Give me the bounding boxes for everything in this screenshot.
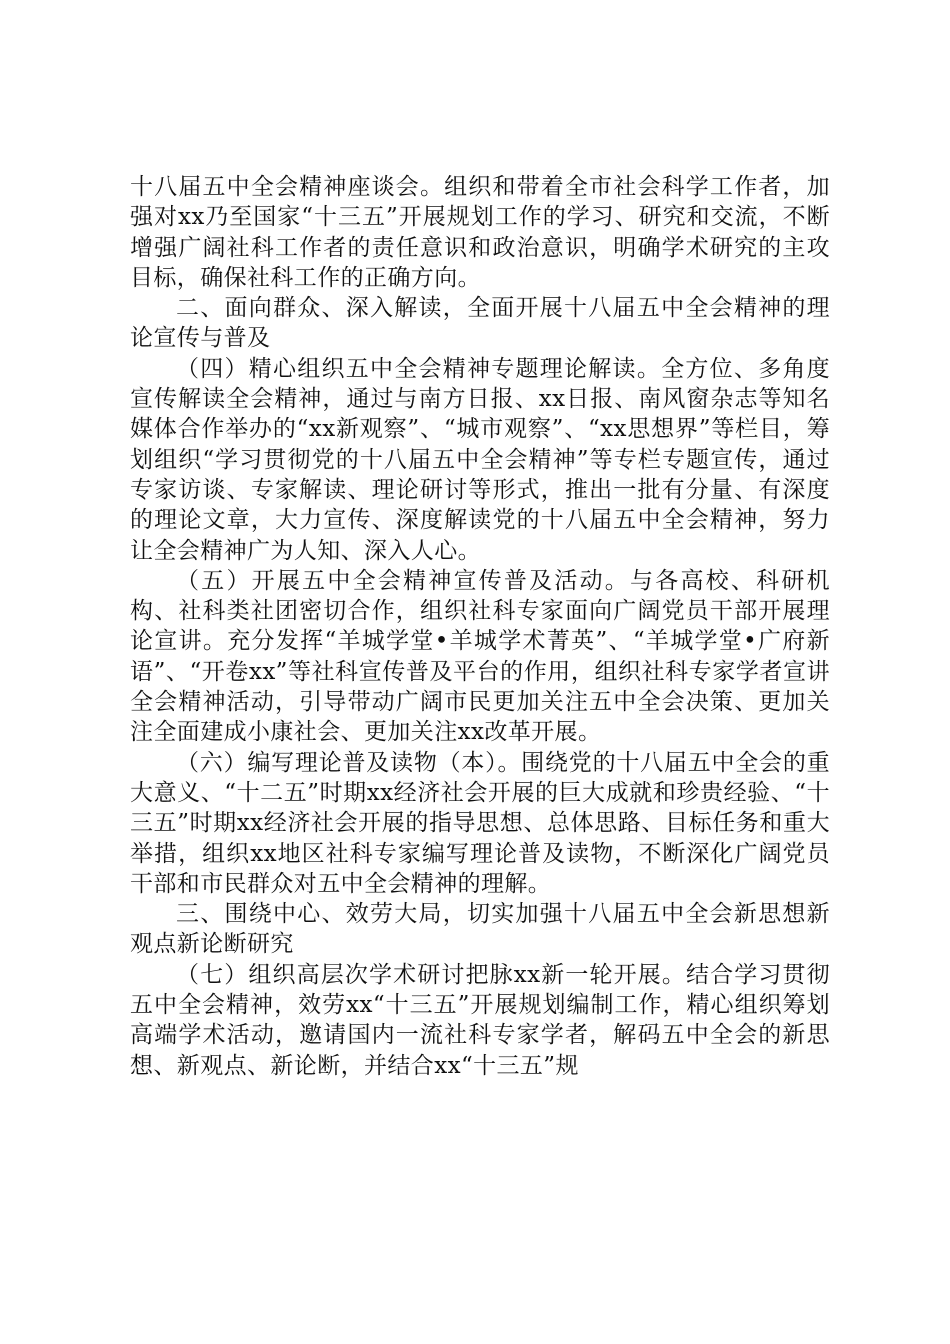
paragraph-continuation: 十八届五中全会精神座谈会。组织和带着全市社会科学工作者，加强对xx乃至国家“十三五”开展规划工作的学习、研究和交流，不断增强广阔社科工作者的责任意识和政治意识，明确学术研究的主攻目标，确保社科工作的正确方向。 <box>130 174 830 291</box>
section-heading-3: 三、围绕中心、效劳大局，切实加强十八届五中全会新思想新观点新论断研究 <box>130 901 830 958</box>
document-body <box>130 172 830 1081</box>
section-heading-2: 二、面向群众、深入解读，全面开展十八届五中全会精神的理论宣传与普及 <box>130 295 830 352</box>
paragraph-item-4: （四）精心组织五中全会精神专题理论解读。全方位、多角度宣传解读全会精神，通过与南方日报、xx日报、南风窗杂志等知名媒体合作举办的“xx新观察”、“城市观察”、“xx思想界”等栏目，筹划组织“学习贯彻党的十八届五中全会精神”等专栏专题宣传，通过专家访谈、专家解读、理论研讨等形式，推出一批有分量、有深度的理论文章，大力宣传、深度解读党的十八届五中全会精神，努力让全会精神广为人知、深入人心。 <box>130 355 830 564</box>
paragraph-item-6: （六）编写理论普及读物（本）。围绕党的十八届五中全会的重大意义、“十二五”时期xx经济社会开展的巨大成就和珍贵经验、“十三五”时期xx经济社会开展的指导思想、总体思路、目标任务和重大举措，组织xx地区社科专家编写理论普及读物，不断深化广阔党员干部和市民群众对五中全会精神的理解。 <box>130 749 830 897</box>
paragraph-item-7: （七）组织高层次学术研讨把脉xx新一轮开展。结合学习贯彻五中全会精神，效劳xx“十三五”开展规划编制工作，精心组织筹划高端学术活动，邀请国内一流社科专家学者，解码五中全会的新思想、新观点、新论断，并结合xx“十三五”规 <box>130 961 830 1079</box>
paragraph-item-5: （五）开展五中全会精神宣传普及活动。与各高校、科研机构、社科类社团密切合作，组织社科专家面向广阔党员干部开展理论宣讲。充分发挥“羊城学堂•羊城学术菁英”、“羊城学堂•广府新语”、“开卷xx”等社科宣传普及平台的作用，组织社科专家学者宣讲全会精神活动，引导带动广阔市民更加关注五中全会决策、更加关注全面建成小康社会、更加关注xx改革开展。 <box>130 567 830 746</box>
